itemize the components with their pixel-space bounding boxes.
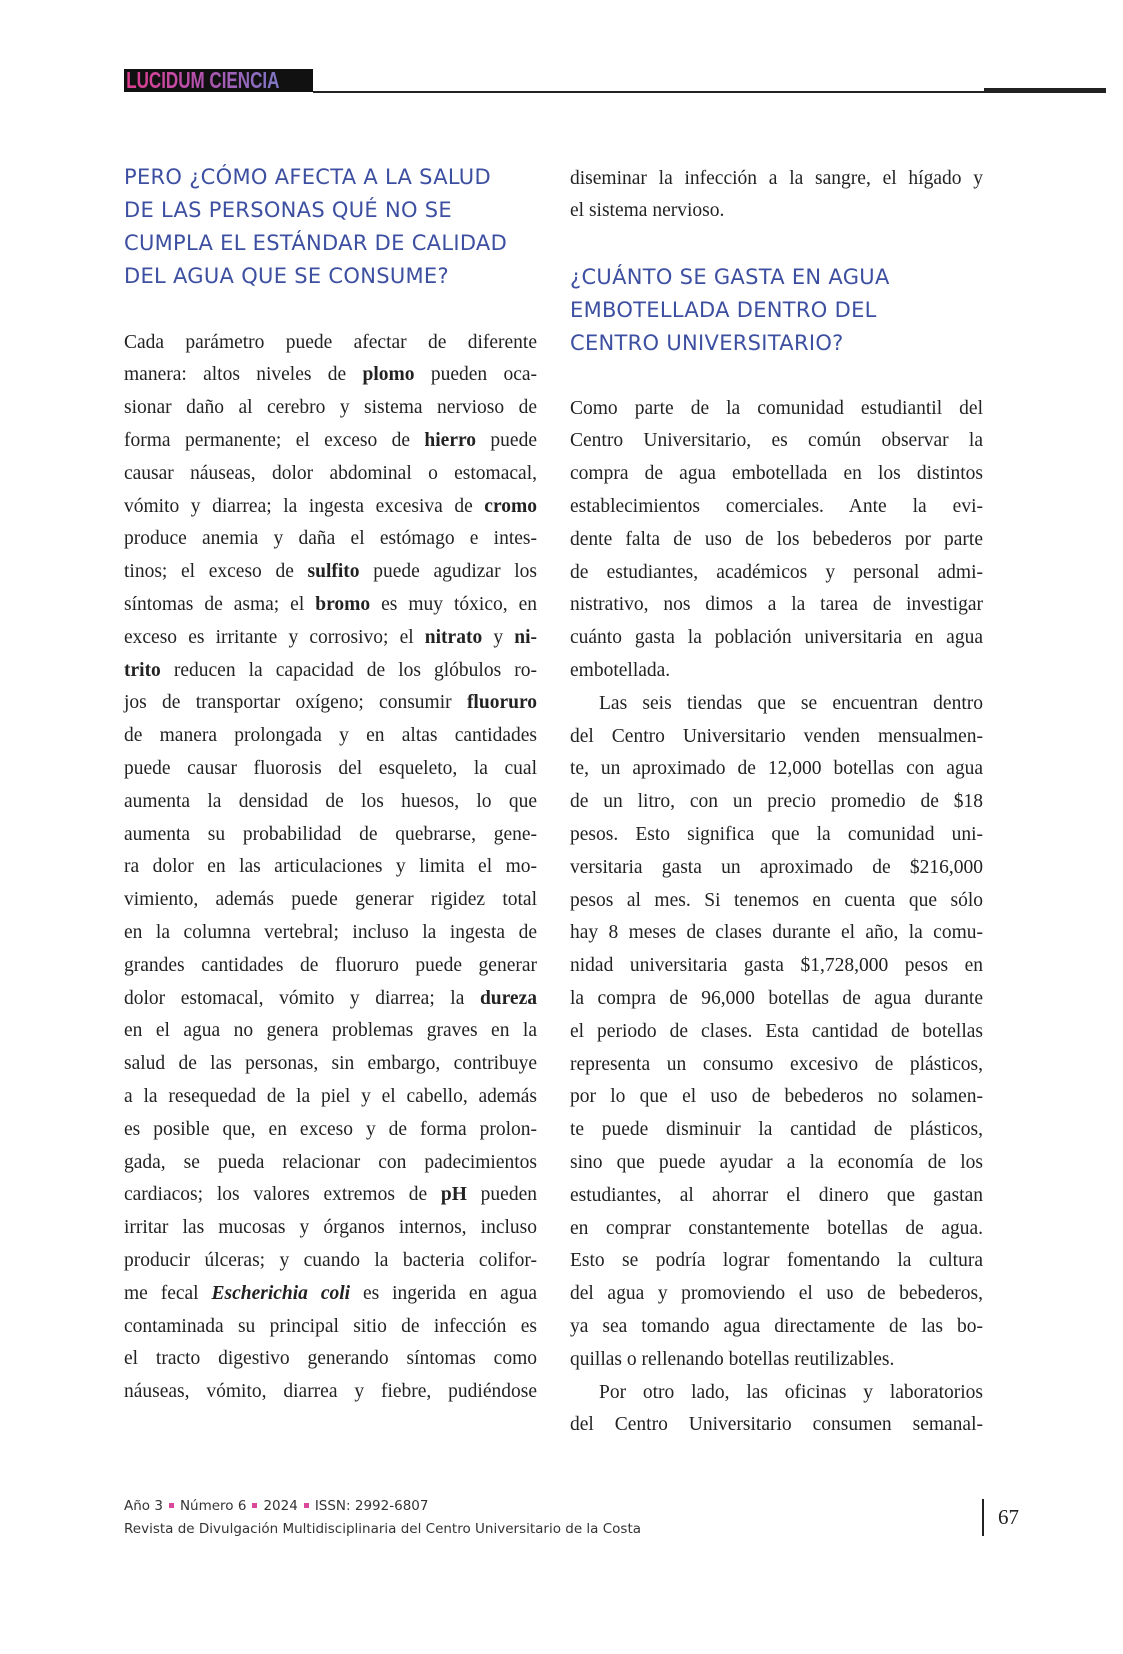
text-line: del agua y promoviendo el uso de bebederos,	[570, 1283, 983, 1305]
right-column-continuation	[570, 163, 983, 229]
text-line: tinos; el exceso de sulfito puede agudizar los	[124, 561, 538, 583]
text-line: la compra de 96,000 botellas de agua durante	[570, 987, 983, 1009]
bold-term: cromo	[484, 495, 537, 517]
text-line: pesos al mes. Si tenemos en cuenta que sólo	[570, 889, 983, 911]
text-line: en el agua no genera problemas graves en la	[124, 1020, 537, 1042]
text-line: forma permanente; el exceso de hierro puede	[124, 429, 537, 451]
text-line: grandes cantidades de fluoruro puede generar	[124, 954, 537, 976]
text-line: síntomas de asma; el bromo es muy tóxico, en	[124, 593, 537, 615]
text-line: nistrativo, nos dimos a la tarea de investigar	[570, 594, 983, 616]
text-line: te puede disminuir la cantidad de plásticos,	[570, 1119, 983, 1141]
text-line: nidad universitaria gasta $1,728,000 pesos en	[570, 955, 983, 977]
text-line: embotellada.	[570, 659, 671, 681]
text-line: en la columna vertebral; incluso la ingesta de	[124, 921, 537, 943]
heading-line: CENTRO UNIVERSITARIO?	[570, 330, 844, 355]
left-column-body	[124, 327, 537, 1409]
logo-text: LUCIDUM CIENCIA	[124, 69, 279, 92]
bold-term: trito	[124, 659, 161, 681]
text-line: diseminar la infección a la sangre, el hígado y	[570, 167, 983, 189]
text-line: jos de transportar oxígeno; consumir fluoruro	[124, 692, 537, 714]
text-line: de manera prolongada y en altas cantidades	[124, 725, 537, 747]
text-line: Esto se podría lograr fomentando la cultura	[570, 1250, 983, 1272]
text-line: Como parte de la comunidad estudiantil del	[570, 397, 983, 419]
text-line: me fecal Escherichia coli es ingerida en agua	[124, 1282, 537, 1304]
bold-term: nitrato	[424, 626, 483, 648]
text-line: Las seis tiendas que se encuentran dentro	[599, 692, 983, 714]
text-line: pesos. Esto significa que la comunidad uni-	[570, 823, 983, 845]
heading-line: CUMPLA EL ESTÁNDAR DE CALIDAD	[124, 231, 508, 255]
text-line: aumenta su probabilidad de quebrarse, gene-	[124, 823, 537, 845]
text-line: establecimientos comerciales. Ante la evi-	[570, 495, 983, 517]
text-line: el periodo de clases. Esta cantidad de botellas	[570, 1020, 983, 1042]
text-line: el sistema nervioso.	[570, 200, 725, 222]
text-line: aumenta la densidad de los huesos, lo que	[124, 790, 537, 812]
text-line: cuánto gasta la población universitaria en agua	[570, 627, 983, 649]
text-line: representa un consumo excesivo de plásticos,	[570, 1053, 983, 1075]
text-line: hay 8 meses de clases durante el año, la comu-	[570, 922, 983, 944]
text-line: es posible que, en exceso y de forma prolon-	[124, 1118, 537, 1140]
text-line: contaminada su principal sitio de infección es	[124, 1315, 537, 1337]
heading-line: PERO ¿CÓMO AFECTA A LA SALUD	[124, 165, 491, 189]
text-line: causar náuseas, dolor abdominal o estomacal,	[124, 462, 537, 484]
text-line: dente falta de uso de los bebederos por parte	[570, 528, 983, 550]
text-line: dolor estomacal, vómito y diarrea; la dureza	[124, 987, 537, 1009]
bold-term: hierro	[424, 429, 477, 451]
issue-item: ISSN: 2992-6807	[314, 1498, 429, 1514]
section-heading-bottled-water	[570, 261, 983, 360]
text-line: vómito y diarrea; la ingesta excesiva de cromo	[124, 495, 537, 517]
issue-item: 2024	[263, 1498, 298, 1514]
text-line: manera: altos niveles de plomo pueden oca-	[124, 364, 537, 386]
text-line: versitaria gasta un aproximado de $216,000	[570, 856, 983, 878]
text-line: sino que puede ayudar a la economía de los	[570, 1151, 983, 1173]
text-line: Por otro lado, las oficinas y laboratorios	[599, 1381, 983, 1403]
bullet-square-icon	[252, 1503, 257, 1508]
text-line: el tracto digestivo generando síntomas como	[124, 1348, 537, 1370]
bullet-square-icon	[169, 1503, 174, 1508]
footer-issue-info	[124, 1498, 428, 1514]
issue-item: Año 3	[124, 1498, 163, 1514]
journal-logo	[124, 69, 313, 92]
bold-term: bromo	[315, 593, 371, 615]
text-line: del Centro Universitario consumen semanal-	[570, 1414, 983, 1436]
species-name: Escherichia coli	[211, 1282, 351, 1304]
text-line: Centro Universitario, es común observar la	[570, 430, 983, 452]
text-line: de un litro, con un precio promedio de $18	[570, 791, 983, 813]
text-line: irritar las mucosas y órganos internos, incluso	[124, 1217, 537, 1239]
text-line: náuseas, vómito, diarrea y fiebre, pudiéndose	[124, 1381, 537, 1403]
text-line: por lo que el uso de bebederos no solamen-	[570, 1086, 983, 1108]
section-heading-health	[124, 161, 537, 293]
bold-term: ni-	[514, 626, 538, 648]
issue-item: Número 6	[179, 1498, 247, 1514]
page-number-divider	[982, 1499, 984, 1536]
right-column-body	[570, 393, 983, 1443]
text-line: trito reducen la capacidad de los glóbulos ro-	[124, 659, 537, 681]
text-line: de estudiantes, académicos y personal admi-	[570, 561, 983, 583]
text-line: ya sea tomando agua directamente de las bo-	[570, 1315, 983, 1337]
page-number: 67	[998, 1505, 1019, 1529]
text-line: compra de agua embotellada en los distintos	[570, 463, 983, 485]
text-line: producir úlceras; y cuando la bacteria colifor-	[124, 1249, 537, 1271]
bold-term: sulfito	[307, 561, 360, 583]
header-rule-accent	[984, 88, 1106, 92]
footer-journal-name: Revista de Divulgación Multidisciplinaria del Centro Universitario de la Costa	[124, 1521, 642, 1537]
text-line: en comprar constantemente botellas de agua.	[570, 1217, 983, 1239]
bullet-square-icon	[304, 1503, 309, 1508]
bold-term: fluoruro	[466, 692, 537, 714]
heading-line: ¿CUÁNTO SE GASTA EN AGUA	[570, 264, 890, 289]
text-line: sionar daño al cerebro y sistema nervioso de	[124, 397, 537, 419]
paragraph	[570, 163, 983, 229]
paragraph	[570, 688, 983, 1377]
heading-line: EMBOTELLADA DENTRO DEL	[570, 297, 877, 322]
text-line: puede causar fluorosis del esqueleto, la cual	[124, 757, 537, 779]
text-line: quillas o rellenando botellas reutilizables.	[570, 1348, 895, 1370]
text-line: cardiacos; los valores extremos de pH pueden	[124, 1184, 537, 1206]
text-line: vimiento, además puede generar rigidez total	[124, 889, 537, 911]
bold-term: dureza	[479, 987, 537, 1009]
text-line: estudiantes, al ahorrar el dinero que gastan	[570, 1184, 983, 1206]
text-line: exceso es irritante y corrosivo; el nitrato y ni-	[124, 626, 538, 648]
text-line: ra dolor en las articulaciones y limita el mo-	[124, 856, 537, 878]
heading-line: DE LAS PERSONAS QUÉ NO SE	[124, 198, 452, 222]
bold-term: pH	[440, 1184, 467, 1206]
text-line: Cada parámetro puede afectar de diferente	[124, 331, 537, 353]
paragraph	[570, 393, 983, 688]
text-line: del Centro Universitario venden mensualmen-	[570, 725, 983, 747]
text-line: salud de las personas, sin embargo, contribuye	[124, 1053, 537, 1075]
text-line: gada, se pueda relacionar con padecimientos	[124, 1151, 537, 1173]
paragraph	[124, 327, 537, 1409]
paragraph	[570, 1377, 983, 1443]
text-line: produce anemia y daña el estómago e intes-	[124, 528, 537, 550]
text-line: te, un aproximado de 12,000 botellas con agua	[570, 758, 983, 780]
bold-term: plomo	[362, 364, 415, 386]
heading-line: DEL AGUA QUE SE CONSUME?	[124, 264, 449, 288]
text-line: a la resequedad de la piel y el cabello, además	[124, 1085, 537, 1107]
